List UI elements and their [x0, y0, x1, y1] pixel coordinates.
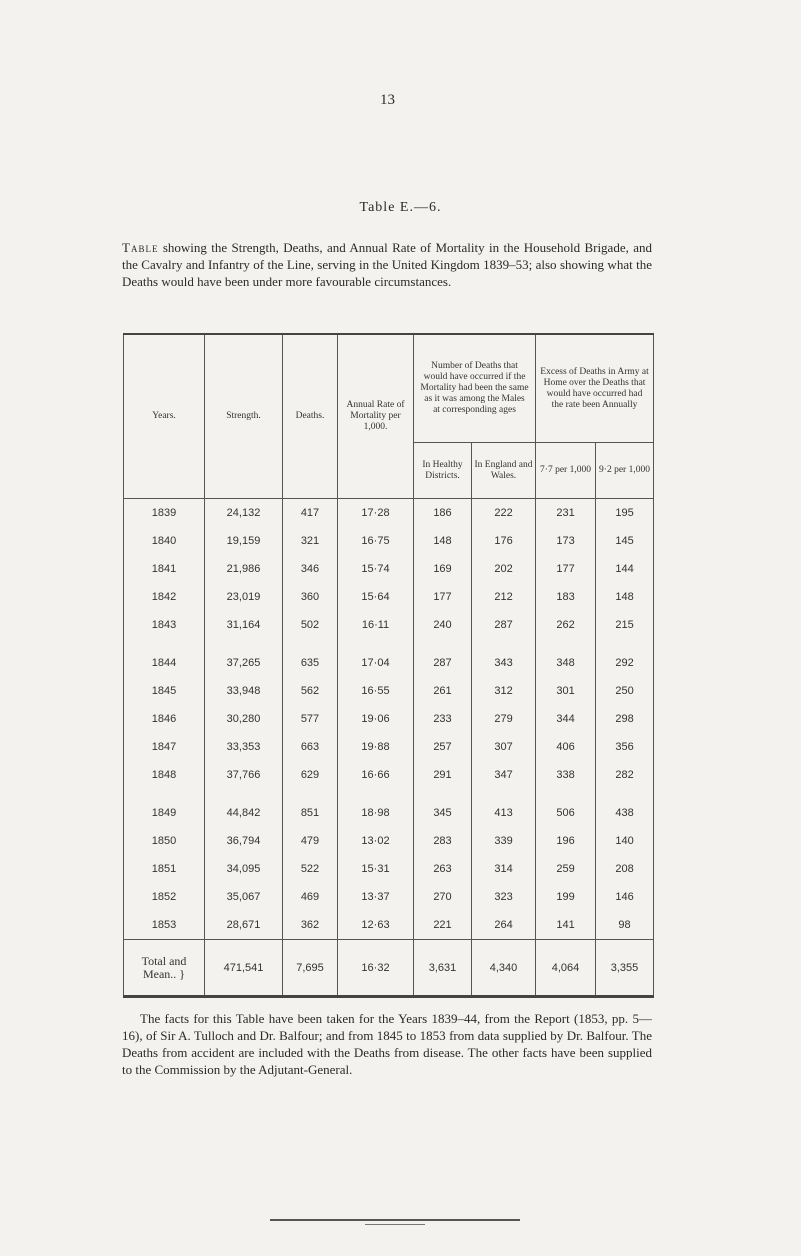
- cell-year: 1846: [124, 705, 205, 733]
- cell-rate: 15·64: [338, 583, 414, 611]
- table-row: [124, 677, 654, 705]
- table-row: [124, 639, 654, 677]
- cell-excess-7-7: 199: [536, 883, 596, 911]
- cell-excess-7-7: 259: [536, 855, 596, 883]
- total-rate: 16·32: [338, 940, 414, 997]
- cell-excess-7-7: 141: [536, 911, 596, 940]
- cell-year: 1840: [124, 527, 205, 555]
- total-strength: 471,541: [205, 940, 283, 997]
- cell-england: 264: [472, 911, 536, 940]
- table-row: [124, 527, 654, 555]
- cell-rate: 13·02: [338, 827, 414, 855]
- footnote: The facts for this Table have been taken for the Years 1839–44, from the Report (1853, pp. 5—16), of Sir A. Tulloch and Dr. Balfour; and from 1845 to 1853 from data supplied by Dr. Balfour. The Deaths from accident are included with the Deaths from disease. The other facts have been supplied to the Commission by the Adjutant-General.: [122, 1011, 652, 1077]
- cell-healthy: 233: [414, 705, 472, 733]
- cell-strength: 19,159: [205, 527, 283, 555]
- cell-strength: 31,164: [205, 611, 283, 639]
- cell-year: 1848: [124, 761, 205, 789]
- header-rate-9-2: 9·2 per 1,000: [596, 443, 654, 499]
- cell-excess-7-7: 506: [536, 789, 596, 827]
- cell-year: 1853: [124, 911, 205, 940]
- cell-rate: 16·55: [338, 677, 414, 705]
- cell-rate: 13·37: [338, 883, 414, 911]
- cell-england: 347: [472, 761, 536, 789]
- cell-healthy: 221: [414, 911, 472, 940]
- cell-strength: 44,842: [205, 789, 283, 827]
- cell-rate: 15·74: [338, 555, 414, 583]
- total-england: 4,340: [472, 940, 536, 997]
- total-excess-7-7: 4,064: [536, 940, 596, 997]
- cell-england: 222: [472, 499, 536, 528]
- caption-text: showing the Strength, Deaths, and Annual Rate of Mortality in the Household Brigade, and the Cavalry and Infantry of the Line, serving in the United Kingdom 1839–53; also showing what the Deaths would have been under more favourable circumstances.: [122, 240, 653, 289]
- cell-deaths: 629: [283, 761, 338, 789]
- total-label: Total and Mean.. }: [124, 940, 205, 997]
- cell-year: 1850: [124, 827, 205, 855]
- cell-excess-7-7: 183: [536, 583, 596, 611]
- cell-healthy: 257: [414, 733, 472, 761]
- cell-excess-9-2: 356: [596, 733, 654, 761]
- cell-excess-9-2: 146: [596, 883, 654, 911]
- cell-deaths: 663: [283, 733, 338, 761]
- cell-year: 1845: [124, 677, 205, 705]
- cell-strength: 33,353: [205, 733, 283, 761]
- cell-strength: 37,766: [205, 761, 283, 789]
- table-title: Table E.—6.: [359, 200, 442, 215]
- cell-year: 1851: [124, 855, 205, 883]
- cell-healthy: 283: [414, 827, 472, 855]
- cell-england: 323: [472, 883, 536, 911]
- mortality-table: [123, 333, 654, 998]
- cell-year: 1841: [124, 555, 205, 583]
- cell-deaths: 321: [283, 527, 338, 555]
- cell-england: 279: [472, 705, 536, 733]
- cell-excess-9-2: 208: [596, 855, 654, 883]
- cell-england: 343: [472, 639, 536, 677]
- table-row: [124, 705, 654, 733]
- cell-healthy: 148: [414, 527, 472, 555]
- cell-strength: 23,019: [205, 583, 283, 611]
- cell-deaths: 417: [283, 499, 338, 528]
- cell-excess-7-7: 348: [536, 639, 596, 677]
- cell-strength: 37,265: [205, 639, 283, 677]
- cell-rate: 16·11: [338, 611, 414, 639]
- cell-year: 1852: [124, 883, 205, 911]
- cell-strength: 24,132: [205, 499, 283, 528]
- header-healthy-districts: In Healthy Districts.: [414, 443, 472, 499]
- cell-excess-7-7: 262: [536, 611, 596, 639]
- cell-deaths: 562: [283, 677, 338, 705]
- cell-excess-9-2: 250: [596, 677, 654, 705]
- cell-rate: 19·06: [338, 705, 414, 733]
- header-rate: Annual Rate of Mortality per 1,000.: [338, 334, 414, 499]
- cell-deaths: 577: [283, 705, 338, 733]
- cell-deaths: 479: [283, 827, 338, 855]
- cell-excess-9-2: 292: [596, 639, 654, 677]
- header-england-wales: In England and Wales.: [472, 443, 536, 499]
- cell-excess-9-2: 148: [596, 583, 654, 611]
- cell-healthy: 270: [414, 883, 472, 911]
- cell-deaths: 362: [283, 911, 338, 940]
- cell-rate: 19·88: [338, 733, 414, 761]
- cell-healthy: 240: [414, 611, 472, 639]
- cell-excess-9-2: 195: [596, 499, 654, 528]
- cell-excess-9-2: 140: [596, 827, 654, 855]
- cell-healthy: 186: [414, 499, 472, 528]
- cell-healthy: 169: [414, 555, 472, 583]
- header-excess: Excess of Deaths in Army at Home over the Deaths that would have occurred had the rate been Annually: [536, 334, 654, 443]
- cell-year: 1849: [124, 789, 205, 827]
- cell-england: 212: [472, 583, 536, 611]
- header-deaths: Deaths.: [283, 334, 338, 499]
- cell-healthy: 177: [414, 583, 472, 611]
- cell-rate: 18·98: [338, 789, 414, 827]
- cell-deaths: 635: [283, 639, 338, 677]
- cell-england: 202: [472, 555, 536, 583]
- cell-excess-9-2: 144: [596, 555, 654, 583]
- cell-healthy: 291: [414, 761, 472, 789]
- cell-rate: 15·31: [338, 855, 414, 883]
- cell-strength: 33,948: [205, 677, 283, 705]
- table-row: [124, 583, 654, 611]
- cell-excess-7-7: 338: [536, 761, 596, 789]
- cell-excess-9-2: 215: [596, 611, 654, 639]
- table-row: [124, 911, 654, 940]
- total-healthy: 3,631: [414, 940, 472, 997]
- cell-strength: 30,280: [205, 705, 283, 733]
- cell-england: 314: [472, 855, 536, 883]
- caption-lead: Table: [122, 240, 159, 255]
- cell-year: 1843: [124, 611, 205, 639]
- cell-year: 1839: [124, 499, 205, 528]
- cell-excess-7-7: 196: [536, 827, 596, 855]
- cell-deaths: 502: [283, 611, 338, 639]
- cell-excess-7-7: 177: [536, 555, 596, 583]
- cell-healthy: 287: [414, 639, 472, 677]
- header-years: Years.: [124, 334, 205, 499]
- table-row: [124, 761, 654, 789]
- divider-rule: [270, 1219, 520, 1221]
- cell-excess-9-2: 282: [596, 761, 654, 789]
- cell-strength: 28,671: [205, 911, 283, 940]
- cell-deaths: 346: [283, 555, 338, 583]
- cell-england: 413: [472, 789, 536, 827]
- cell-year: 1842: [124, 583, 205, 611]
- table-row: [124, 555, 654, 583]
- total-deaths: 7,695: [283, 940, 338, 997]
- cell-rate: 12·63: [338, 911, 414, 940]
- cell-rate: 17·28: [338, 499, 414, 528]
- cell-england: 176: [472, 527, 536, 555]
- cell-deaths: 851: [283, 789, 338, 827]
- cell-year: 1844: [124, 639, 205, 677]
- divider-rule-short: [365, 1224, 425, 1225]
- cell-excess-9-2: 438: [596, 789, 654, 827]
- cell-deaths: 522: [283, 855, 338, 883]
- cell-excess-7-7: 406: [536, 733, 596, 761]
- page-number: 13: [380, 92, 395, 108]
- header-strength: Strength.: [205, 334, 283, 499]
- header-number-deaths: Number of Deaths that would have occurred if the Mortality had been the same as it was among the Males at corresponding ages: [414, 334, 536, 443]
- cell-healthy: 345: [414, 789, 472, 827]
- cell-excess-7-7: 301: [536, 677, 596, 705]
- cell-england: 339: [472, 827, 536, 855]
- cell-healthy: 261: [414, 677, 472, 705]
- table-row: [124, 611, 654, 639]
- cell-strength: 21,986: [205, 555, 283, 583]
- table-caption: [122, 239, 652, 290]
- cell-excess-9-2: 98: [596, 911, 654, 940]
- cell-strength: 35,067: [205, 883, 283, 911]
- header-rate-7-7: 7·7 per 1,000: [536, 443, 596, 499]
- table-row: [124, 883, 654, 911]
- table-row: [124, 789, 654, 827]
- total-row: [124, 940, 654, 997]
- cell-excess-9-2: 298: [596, 705, 654, 733]
- cell-strength: 36,794: [205, 827, 283, 855]
- table-row: [124, 827, 654, 855]
- cell-excess-7-7: 231: [536, 499, 596, 528]
- cell-england: 307: [472, 733, 536, 761]
- cell-england: 287: [472, 611, 536, 639]
- cell-year: 1847: [124, 733, 205, 761]
- cell-rate: 16·75: [338, 527, 414, 555]
- table-row: [124, 855, 654, 883]
- cell-strength: 34,095: [205, 855, 283, 883]
- cell-deaths: 469: [283, 883, 338, 911]
- cell-excess-7-7: 173: [536, 527, 596, 555]
- table-row: [124, 733, 654, 761]
- cell-england: 312: [472, 677, 536, 705]
- total-excess-9-2: 3,355: [596, 940, 654, 997]
- cell-rate: 16·66: [338, 761, 414, 789]
- cell-excess-7-7: 344: [536, 705, 596, 733]
- cell-rate: 17·04: [338, 639, 414, 677]
- table-row: [124, 499, 654, 528]
- cell-deaths: 360: [283, 583, 338, 611]
- cell-excess-9-2: 145: [596, 527, 654, 555]
- cell-healthy: 263: [414, 855, 472, 883]
